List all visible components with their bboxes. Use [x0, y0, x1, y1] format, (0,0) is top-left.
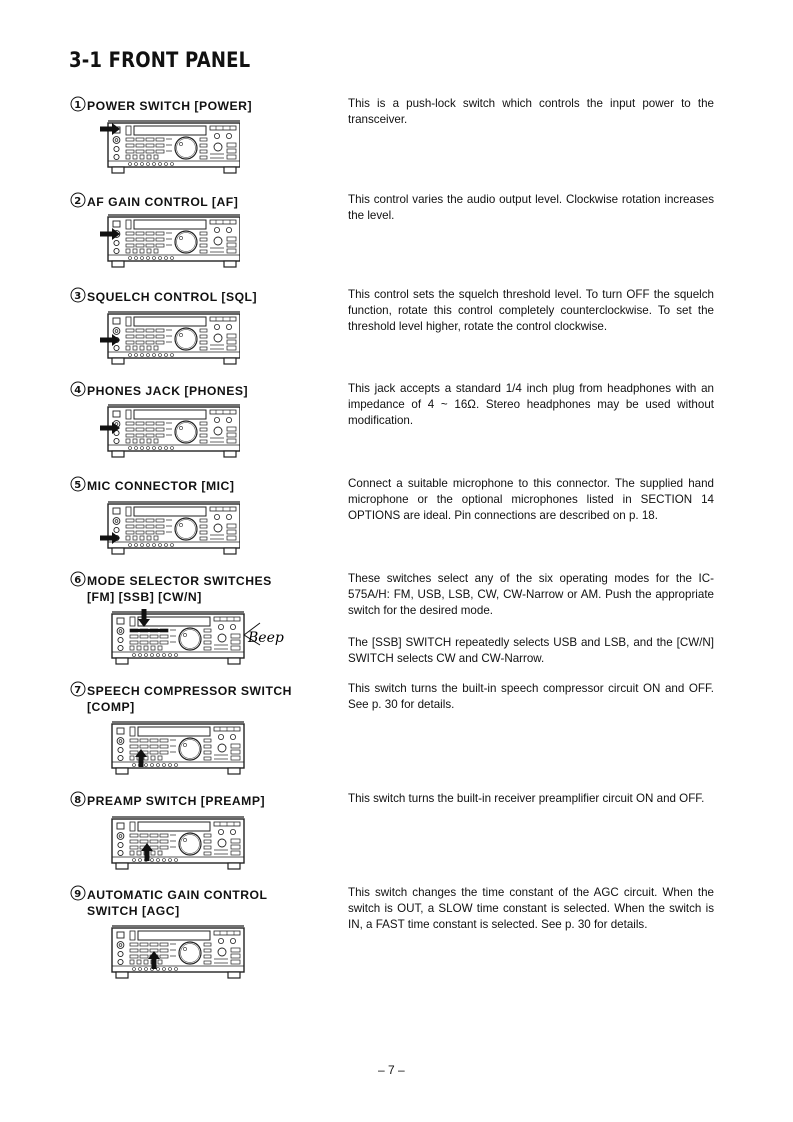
- beep-label: Beep: [248, 630, 284, 646]
- heading: [70, 96, 320, 115]
- svg-text:6: 6: [74, 574, 82, 586]
- transceiver-front-illustration: [100, 212, 240, 272]
- circled-number-icon: [70, 885, 86, 901]
- svg-text:9: 9: [74, 888, 82, 900]
- svg-text:4: 4: [74, 384, 82, 396]
- transceiver-front-illustration: [100, 309, 240, 369]
- description: This switch turns the built-in receiver preamplifier circuit ON and OFF.: [348, 792, 705, 805]
- svg-text:2: 2: [74, 195, 82, 207]
- svg-text:8: 8: [74, 794, 82, 806]
- heading: [70, 791, 320, 810]
- heading-text: MODE SELECTOR SWITCHES: [87, 574, 272, 588]
- description: This control varies the audio output level. Clockwise rotation increases the level.: [348, 193, 714, 222]
- heading-text: SQUELCH CONTROL [SQL]: [87, 290, 258, 304]
- heading: [70, 192, 320, 211]
- circled-number-icon: [70, 96, 86, 112]
- heading-text-line2: [COMP]: [87, 699, 135, 714]
- heading: [70, 287, 320, 306]
- heading-text-line2: SWITCH [AGC]: [87, 903, 180, 918]
- description: Connect a suitable microphone to this connector. The supplied hand microphone or the optional microphones listed in SECTION 14 OPTIONS are ideal. Pin connections are described on p. 18.: [348, 477, 714, 522]
- page-number: – 7 –: [378, 1063, 405, 1077]
- heading: [70, 571, 320, 605]
- description: This switch changes the time constant of the AGC circuit. When the switch is OUT, a SLOW time constant is selected. When the switch is IN, a FAST time constant is selected. See p. 30 for details.: [348, 886, 714, 931]
- circled-number-icon: [70, 791, 86, 807]
- transceiver-front-illustration: [100, 402, 240, 462]
- description: This control sets the squelch threshold level. To turn OFF the squelch function, rotate this control completely counterclockwise. To set the threshold level higher, rotate the control clockwise.: [348, 288, 714, 333]
- circled-number-icon: [70, 681, 86, 697]
- transceiver-front-illustration: [110, 814, 250, 874]
- page-title: 3-1 FRONT PANEL: [69, 48, 251, 72]
- heading: [70, 476, 320, 495]
- heading: [70, 681, 320, 715]
- heading-text: PHONES JACK [PHONES]: [87, 384, 249, 398]
- circled-number-icon: [70, 476, 86, 492]
- svg-text:1: 1: [74, 99, 82, 111]
- transceiver-front-illustration: [110, 719, 250, 779]
- transceiver-front-illustration: [100, 118, 240, 178]
- heading: [70, 381, 320, 400]
- svg-text:7: 7: [74, 684, 82, 696]
- circled-number-icon: [70, 571, 86, 587]
- heading-text: AF GAIN CONTROL [AF]: [87, 195, 239, 209]
- svg-text:5: 5: [74, 479, 82, 491]
- heading-text: PREAMP SWITCH [PREAMP]: [87, 794, 266, 808]
- heading-text: SPEECH COMPRESSOR SWITCH: [87, 684, 292, 698]
- transceiver-front-illustration: [110, 609, 290, 669]
- description: These switches select any of the six operating modes for the IC-575A/H: FM, USB, LSB, CW, CW-Narrow or AM. Push the appropriate switch for the desired mode. The [SSB] SWITCH repeatedly selects USB and LSB, and the [CW/N] SWITCH selects CW and CW-Narrow.: [348, 572, 714, 665]
- svg-text:3: 3: [74, 290, 82, 302]
- circled-number-icon: [70, 192, 86, 208]
- circled-number-icon: [70, 381, 86, 397]
- transceiver-front-illustration: [100, 499, 240, 559]
- circled-number-icon: [70, 287, 86, 303]
- heading-text: AUTOMATIC GAIN CONTROL: [87, 888, 268, 902]
- description: This is a push-lock switch which controls the input power to the transceiver.: [348, 97, 714, 126]
- heading-text: POWER SWITCH [POWER]: [87, 99, 253, 113]
- heading-text: MIC CONNECTOR [MIC]: [87, 479, 235, 493]
- transceiver-front-illustration: [110, 923, 250, 983]
- description: This jack accepts a standard 1/4 inch plug from headphones with an impedance of 4 ~ 16Ω. Stereo headphones may be used without modification.: [348, 382, 714, 427]
- heading: [70, 885, 320, 919]
- heading-text-line2: [FM] [SSB] [CW/N]: [87, 589, 202, 604]
- description: This switch turns the built-in speech compressor circuit ON and OFF. See p. 30 for details.: [348, 682, 714, 711]
